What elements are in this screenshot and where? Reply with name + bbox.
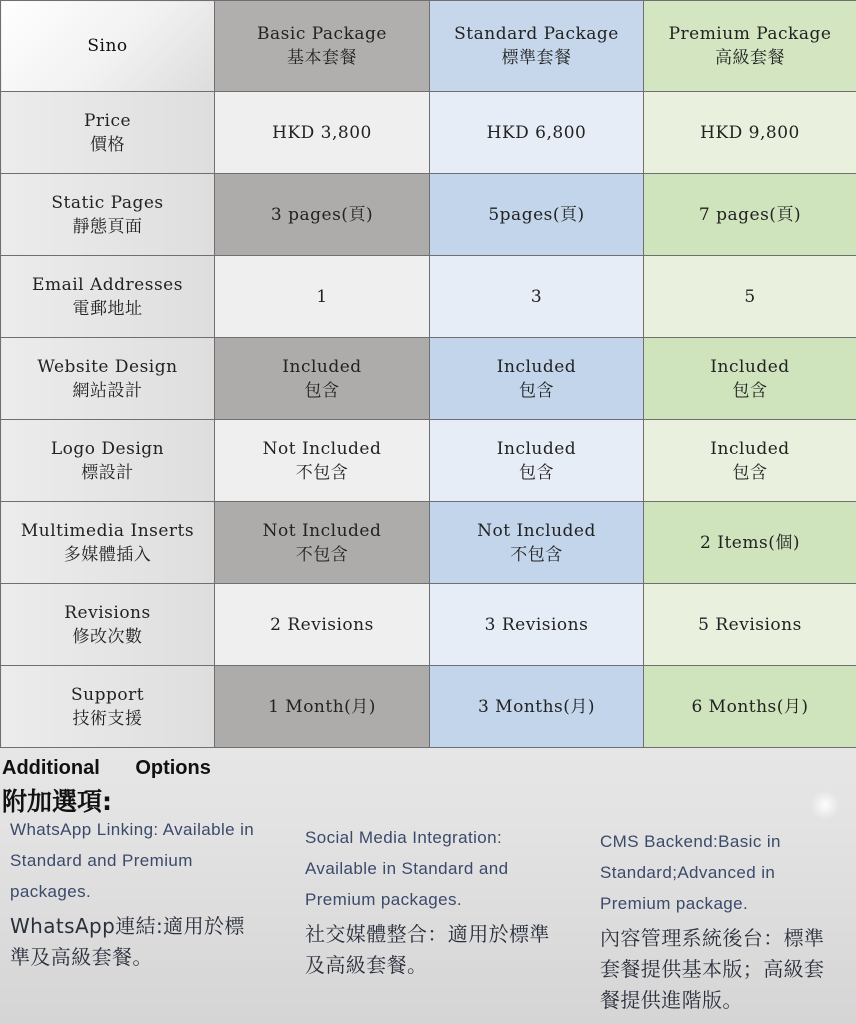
cell-value-zh: 不包含	[295, 544, 349, 565]
option-text-en: Social Media Integration: Available in Standard and Premium packages.	[305, 828, 509, 909]
cell-value: 3 pages(頁)	[270, 204, 374, 225]
cell-value: Included	[710, 438, 790, 459]
cell-premium	[644, 174, 856, 256]
cell-premium	[644, 502, 856, 584]
cell-premium	[644, 92, 856, 174]
cell-value-zh: 包含	[519, 462, 554, 483]
option-text-en: WhatsApp Linking: Available in Standard and Premium packages.	[10, 820, 255, 901]
row-label-zh: 網站設計	[72, 380, 143, 401]
row-label	[1, 502, 215, 584]
package-name-en: Standard Package	[454, 24, 619, 44]
cell-premium	[644, 666, 856, 748]
package-name-en: Premium Package	[668, 24, 832, 44]
cell-value: Included	[496, 356, 577, 377]
option-text-zh: 內容管理系統後台：標準套餐提供基本版；高級套餐提供進階版。	[600, 926, 825, 1012]
row-static-pages	[1, 174, 856, 256]
package-header-standard	[430, 1, 644, 92]
row-label-en: Price	[83, 110, 132, 131]
cell-value: 3 Months(月)	[477, 696, 596, 717]
sparkle-decoration	[810, 790, 840, 820]
row-multimedia-inserts	[1, 502, 856, 584]
row-label-zh: 多媒體插入	[63, 544, 152, 565]
cell-standard	[430, 420, 644, 502]
cell-value: 1	[316, 286, 328, 307]
row-label	[1, 174, 215, 256]
cell-value: Not Included	[262, 438, 382, 459]
cell-basic	[215, 338, 430, 420]
package-header-basic	[215, 1, 430, 92]
row-label	[1, 420, 215, 502]
cell-premium	[644, 256, 856, 338]
cell-basic	[215, 174, 430, 256]
brand-logo	[1, 1, 215, 92]
cell-value: 5	[744, 286, 756, 307]
cell-value: 2 Revisions	[270, 614, 374, 635]
option-text-en: CMS Backend:Basic in Standard;Advanced in Premium package.	[600, 832, 781, 913]
cell-value: HKD 9,800	[700, 122, 800, 143]
cell-basic	[215, 256, 430, 338]
row-label-zh: 修改次數	[72, 626, 143, 647]
row-label	[1, 338, 215, 420]
cell-value-zh: 包含	[304, 380, 340, 401]
cell-standard	[430, 584, 644, 666]
row-label	[1, 666, 215, 748]
option-text-zh: WhatsApp連結:適用於標準及高級套餐。	[10, 914, 245, 969]
cell-value: Not Included	[477, 520, 596, 541]
cell-value: 3	[530, 286, 543, 307]
cell-value: Included	[282, 356, 362, 377]
row-logo-design	[1, 420, 856, 502]
cell-standard	[430, 502, 644, 584]
cell-premium	[644, 338, 856, 420]
cell-standard	[430, 338, 644, 420]
cell-standard	[430, 92, 644, 174]
row-email-addresses	[1, 256, 856, 338]
row-label	[1, 256, 215, 338]
row-label-zh: 電郵地址	[72, 298, 143, 319]
cell-basic	[215, 502, 430, 584]
cell-basic	[215, 666, 430, 748]
cell-value: 3 Revisions	[484, 614, 589, 635]
package-header-premium	[644, 1, 856, 92]
cell-standard	[430, 666, 644, 748]
cell-basic	[215, 92, 430, 174]
option-cms-backend	[600, 826, 835, 1016]
row-website-design	[1, 338, 856, 420]
additional-options-section	[0, 748, 856, 1024]
cell-value: 7 pages(頁)	[698, 204, 802, 225]
cell-standard	[430, 256, 644, 338]
additional-options-title: Additional Options	[2, 757, 211, 779]
row-label-zh: 價格	[90, 134, 125, 155]
row-label-en: Multimedia Inserts	[20, 520, 195, 541]
row-label-en: Revisions	[64, 602, 151, 623]
cell-value-zh: 包含	[732, 462, 768, 483]
row-label-zh: 標設計	[81, 462, 134, 483]
cell-premium	[644, 584, 856, 666]
package-name-zh: 基本套餐	[287, 48, 357, 68]
row-support	[1, 666, 856, 748]
cell-value: 6 Months(月)	[691, 696, 809, 717]
cell-value: 2 Items(個)	[700, 532, 800, 553]
row-label-zh: 靜態頁面	[72, 216, 143, 237]
option-text-zh: 社交媒體整合：適用於標準及高級套餐。	[305, 922, 550, 977]
row-label-en: Support	[70, 684, 145, 705]
package-name-en: Basic Package	[257, 24, 387, 44]
cell-basic	[215, 420, 430, 502]
cell-value-zh: 包含	[519, 380, 554, 401]
brand-name: Sino	[87, 36, 128, 56]
row-label	[1, 584, 215, 666]
package-name-zh: 標準套餐	[501, 48, 572, 68]
cell-value-zh: 包含	[732, 380, 768, 401]
cell-value: 5pages(頁)	[488, 204, 585, 225]
cell-value: HKD 6,800	[486, 122, 587, 143]
row-label-zh: 技術支援	[72, 708, 143, 729]
option-social-media	[305, 822, 550, 981]
option-whatsapp	[10, 814, 260, 973]
cell-basic	[215, 584, 430, 666]
cell-value: 5 Revisions	[698, 614, 802, 635]
cell-value: HKD 3,800	[272, 122, 372, 143]
row-label	[1, 92, 215, 174]
header-row	[1, 1, 856, 92]
package-name-zh: 高級套餐	[715, 48, 785, 68]
row-label-en: Logo Design	[50, 438, 165, 459]
cell-value: 1 Month(月)	[268, 696, 376, 717]
cell-premium	[644, 420, 856, 502]
row-revisions	[1, 584, 856, 666]
cell-value: Not Included	[262, 520, 382, 541]
cell-value-zh: 不包含	[295, 462, 349, 483]
cell-value-zh: 不包含	[510, 544, 563, 565]
row-label-en: Static Pages	[51, 192, 164, 213]
cell-value: Included	[710, 356, 790, 377]
row-label-en: Website Design	[37, 356, 178, 377]
additional-options-title-zh: 附加選項:	[2, 787, 112, 816]
row-price	[1, 92, 856, 174]
cell-standard	[430, 174, 644, 256]
row-label-en: Email Addresses	[32, 274, 183, 295]
cell-value: Included	[496, 438, 577, 459]
